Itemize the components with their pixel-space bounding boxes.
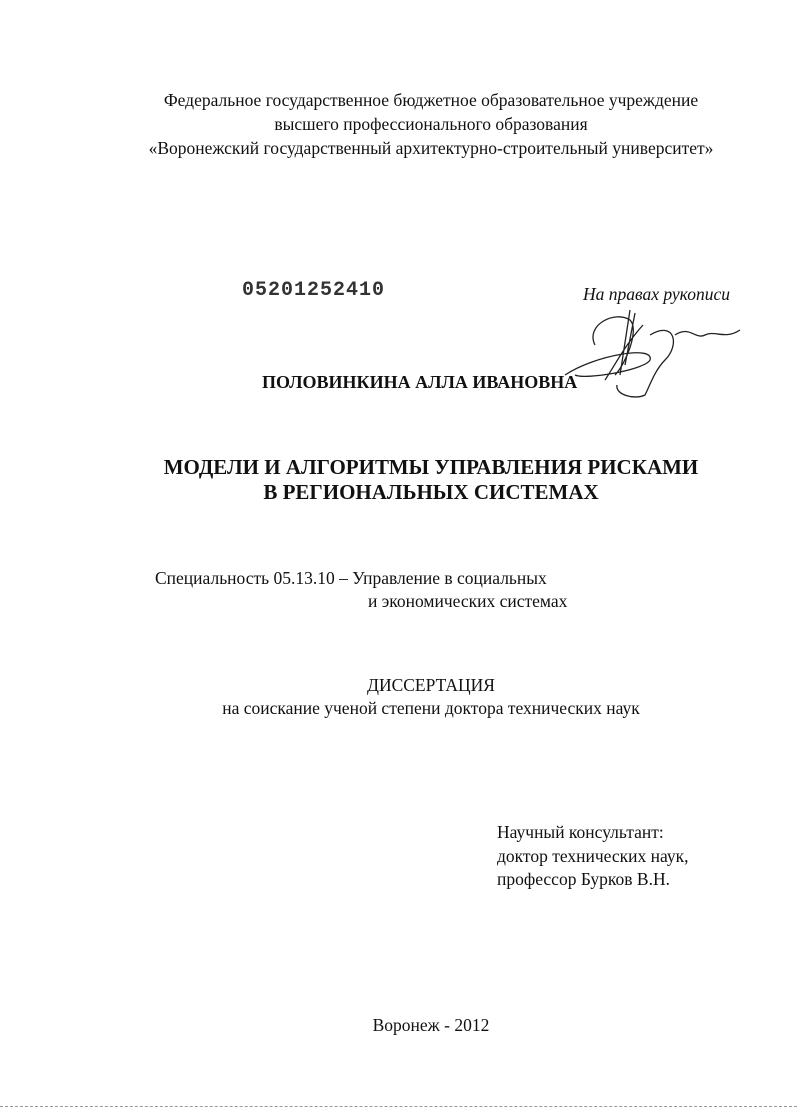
- specialty-line-1: Специальность 05.13.10 – Управление в социальных: [155, 568, 547, 588]
- specialty-line-2: и экономических системах: [368, 591, 568, 611]
- consultant-line-3: профессор Бурков В.Н.: [497, 869, 670, 889]
- consultant-line-1: Научный консультант:: [497, 822, 664, 842]
- work-type-subtitle: на соискание ученой степени доктора технических наук: [222, 698, 640, 718]
- registration-number-stamp: 05201252410: [242, 279, 386, 302]
- work-type-heading: ДИССЕРТАЦИЯ: [367, 675, 495, 695]
- scan-edge-line: [0, 1106, 797, 1107]
- city-year: Воронеж - 2012: [372, 1015, 490, 1035]
- author-name: ПОЛОВИНКИНА АЛЛА ИВАНОВНА: [262, 372, 578, 392]
- institution-line-3: «Воронежский государственный архитектурно-строительный университет»: [148, 138, 714, 158]
- institution-line-2: высшего профессионального образования: [274, 114, 588, 134]
- title-line-2: В РЕГИОНАЛЬНЫХ СИСТЕМАХ: [263, 480, 599, 504]
- title-line-1: МОДЕЛИ И АЛГОРИТМЫ УПРАВЛЕНИЯ РИСКАМИ: [163, 455, 699, 479]
- institution-line-1: Федеральное государственное бюджетное образовательное учреждение: [163, 90, 699, 110]
- manuscript-note: На правах рукописи: [583, 284, 730, 304]
- signature-image: [555, 305, 745, 400]
- consultant-line-2: доктор технических наук,: [497, 846, 689, 866]
